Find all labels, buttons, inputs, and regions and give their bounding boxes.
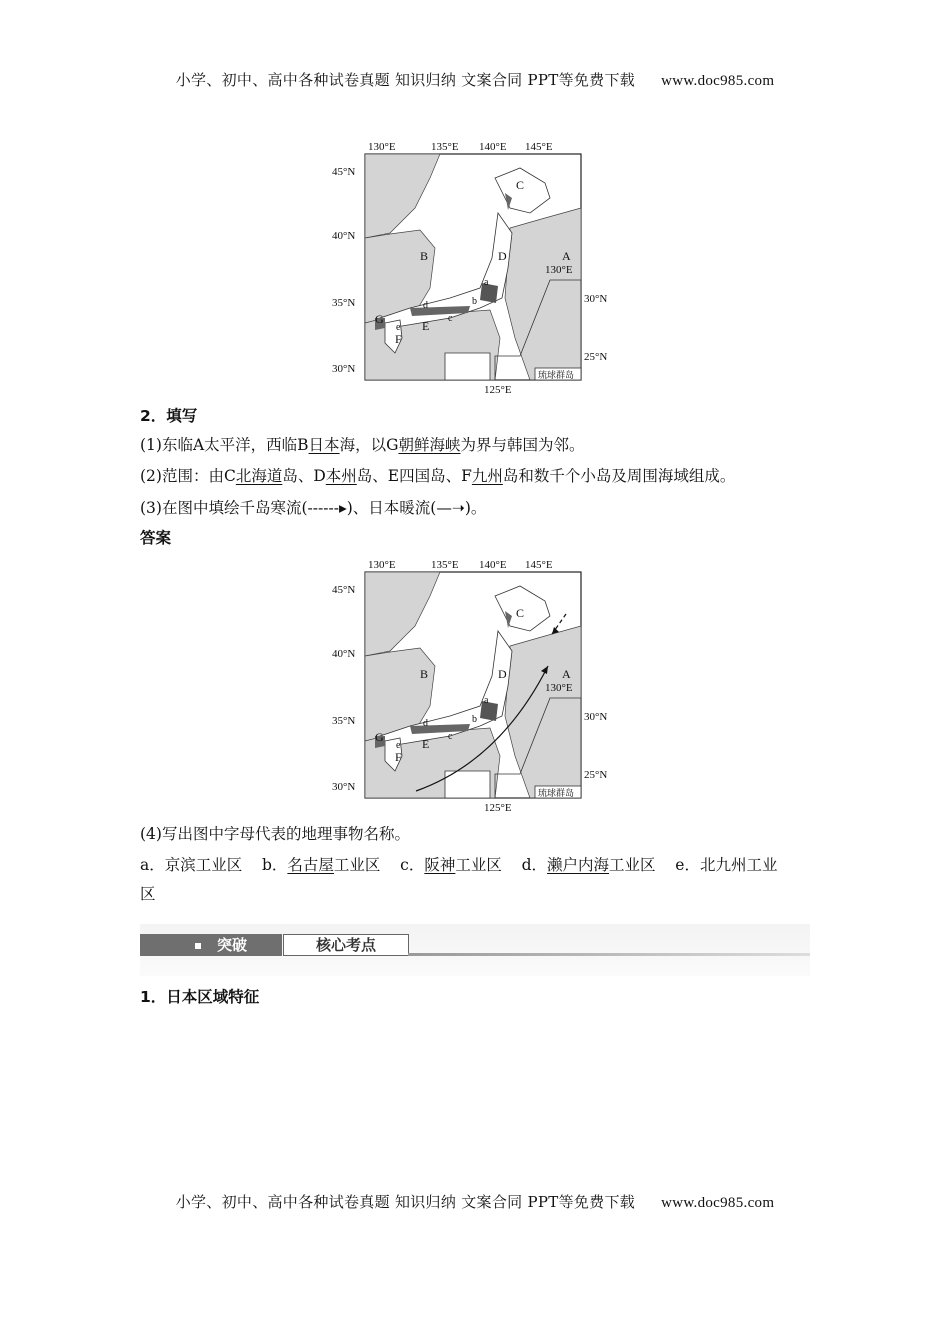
cold-current-symbol: ------▸ [307,499,347,517]
footer-url[interactable]: www.doc985.com [661,1195,775,1211]
svg-text:135°E: 135°E [431,559,459,571]
svg-text:a: a [484,695,489,706]
label-b: b [472,296,477,307]
label-c: c [448,313,453,324]
fill-line-1: (1)东临A太平洋，西临B日本海，以G朝鲜海峡为界与韩国为邻。 [140,436,585,454]
svg-text:F: F [395,750,402,764]
lat-30: 30°N [332,363,356,375]
svg-text:140°E: 140°E [479,559,507,571]
lat-40: 40°N [332,230,356,242]
fill-line-2: (2)范围：由C北海道岛、D本州岛、E四国岛、F九州岛和数千个小岛及周围海域组成。 [140,467,736,485]
svg-text:30°N: 30°N [584,711,608,723]
label-B: B [420,249,429,263]
svg-text:40°N: 40°N [332,648,356,660]
fill-line-5: a．京滨工业区 b．名古屋工业区 c．阪神工业区 d．濑户内海工业区 e．北九州工业 [140,856,778,874]
svg-text:C: C [516,606,525,620]
fill-line-4: (4)写出图中字母代表的地理事物名称。 [140,825,410,843]
svg-text:145°E: 145°E [525,559,553,571]
japan-map-svg [330,138,620,400]
label-e: e [396,322,401,333]
footer-text: 小学、初中、高中各种试卷真题 知识归纳 文案合同 PPT等免费下载 [175,1193,636,1211]
svg-text:B: B [420,667,429,681]
svg-text:130°E: 130°E [368,559,396,571]
page-header [0,69,950,90]
banner-left: 突破 [140,934,282,956]
label-d: d [423,300,428,311]
svg-text:30°N: 30°N [332,781,356,793]
page-footer [0,1191,950,1212]
lon-135: 135°E [431,141,459,153]
header-url[interactable]: www.doc985.com [661,73,775,89]
inset-lat-30: 30°N [584,293,608,305]
svg-text:E: E [422,737,430,751]
label-A: A [562,249,571,263]
inset-lat-25: 25°N [584,351,608,363]
label-C: C [516,178,525,192]
svg-text:125°E: 125°E [484,802,512,814]
japan-map-question [330,138,620,400]
svg-text:25°N: 25°N [584,769,608,781]
japan-map-answer [330,556,620,818]
svg-text:45°N: 45°N [332,584,356,596]
svg-text:D: D [498,667,507,681]
svg-text:琉球群岛: 琉球群岛 [538,789,575,799]
label-F: F [395,332,402,346]
fill-line-3: (3)在图中填绘千岛寒流(------▸)、日本暖流(—➝)。 [140,499,487,517]
label-E: E [422,319,430,333]
lon-130: 130°E [368,141,396,153]
lat-35: 35°N [332,297,356,309]
label-G: G [375,312,384,326]
lon-145: 145°E [525,141,553,153]
svg-text:d: d [423,718,428,729]
lon-140: 140°E [479,141,507,153]
section2-title: 2．填写 [140,407,198,425]
japan-map-answer-svg [330,556,620,818]
lat-45: 45°N [332,166,356,178]
svg-text:b: b [472,714,477,725]
label-D: D [498,249,507,263]
inset-bottom-lon: 125°E [484,384,512,396]
svg-text:c: c [448,731,453,742]
warm-current-symbol: —➝ [436,499,465,517]
fill-line-6: 区 [140,885,156,903]
svg-text:A: A [562,667,571,681]
header-text: 小学、初中、高中各种试卷真题 知识归纳 文案合同 PPT等免费下载 [175,71,636,89]
svg-text:e: e [396,740,401,751]
section-banner [140,924,810,976]
svg-text:G: G [375,730,384,744]
svg-text:35°N: 35°N [332,715,356,727]
answer-label: 答案 [140,529,172,547]
inset-name: 琉球群岛 [538,371,575,381]
inset-lon: 130°E [545,264,573,276]
svg-text:130°E: 130°E [545,682,573,694]
section3-title: 1．日本区域特征 [140,988,260,1006]
label-a: a [484,277,489,288]
banner-right: 核心考点 [283,934,409,956]
